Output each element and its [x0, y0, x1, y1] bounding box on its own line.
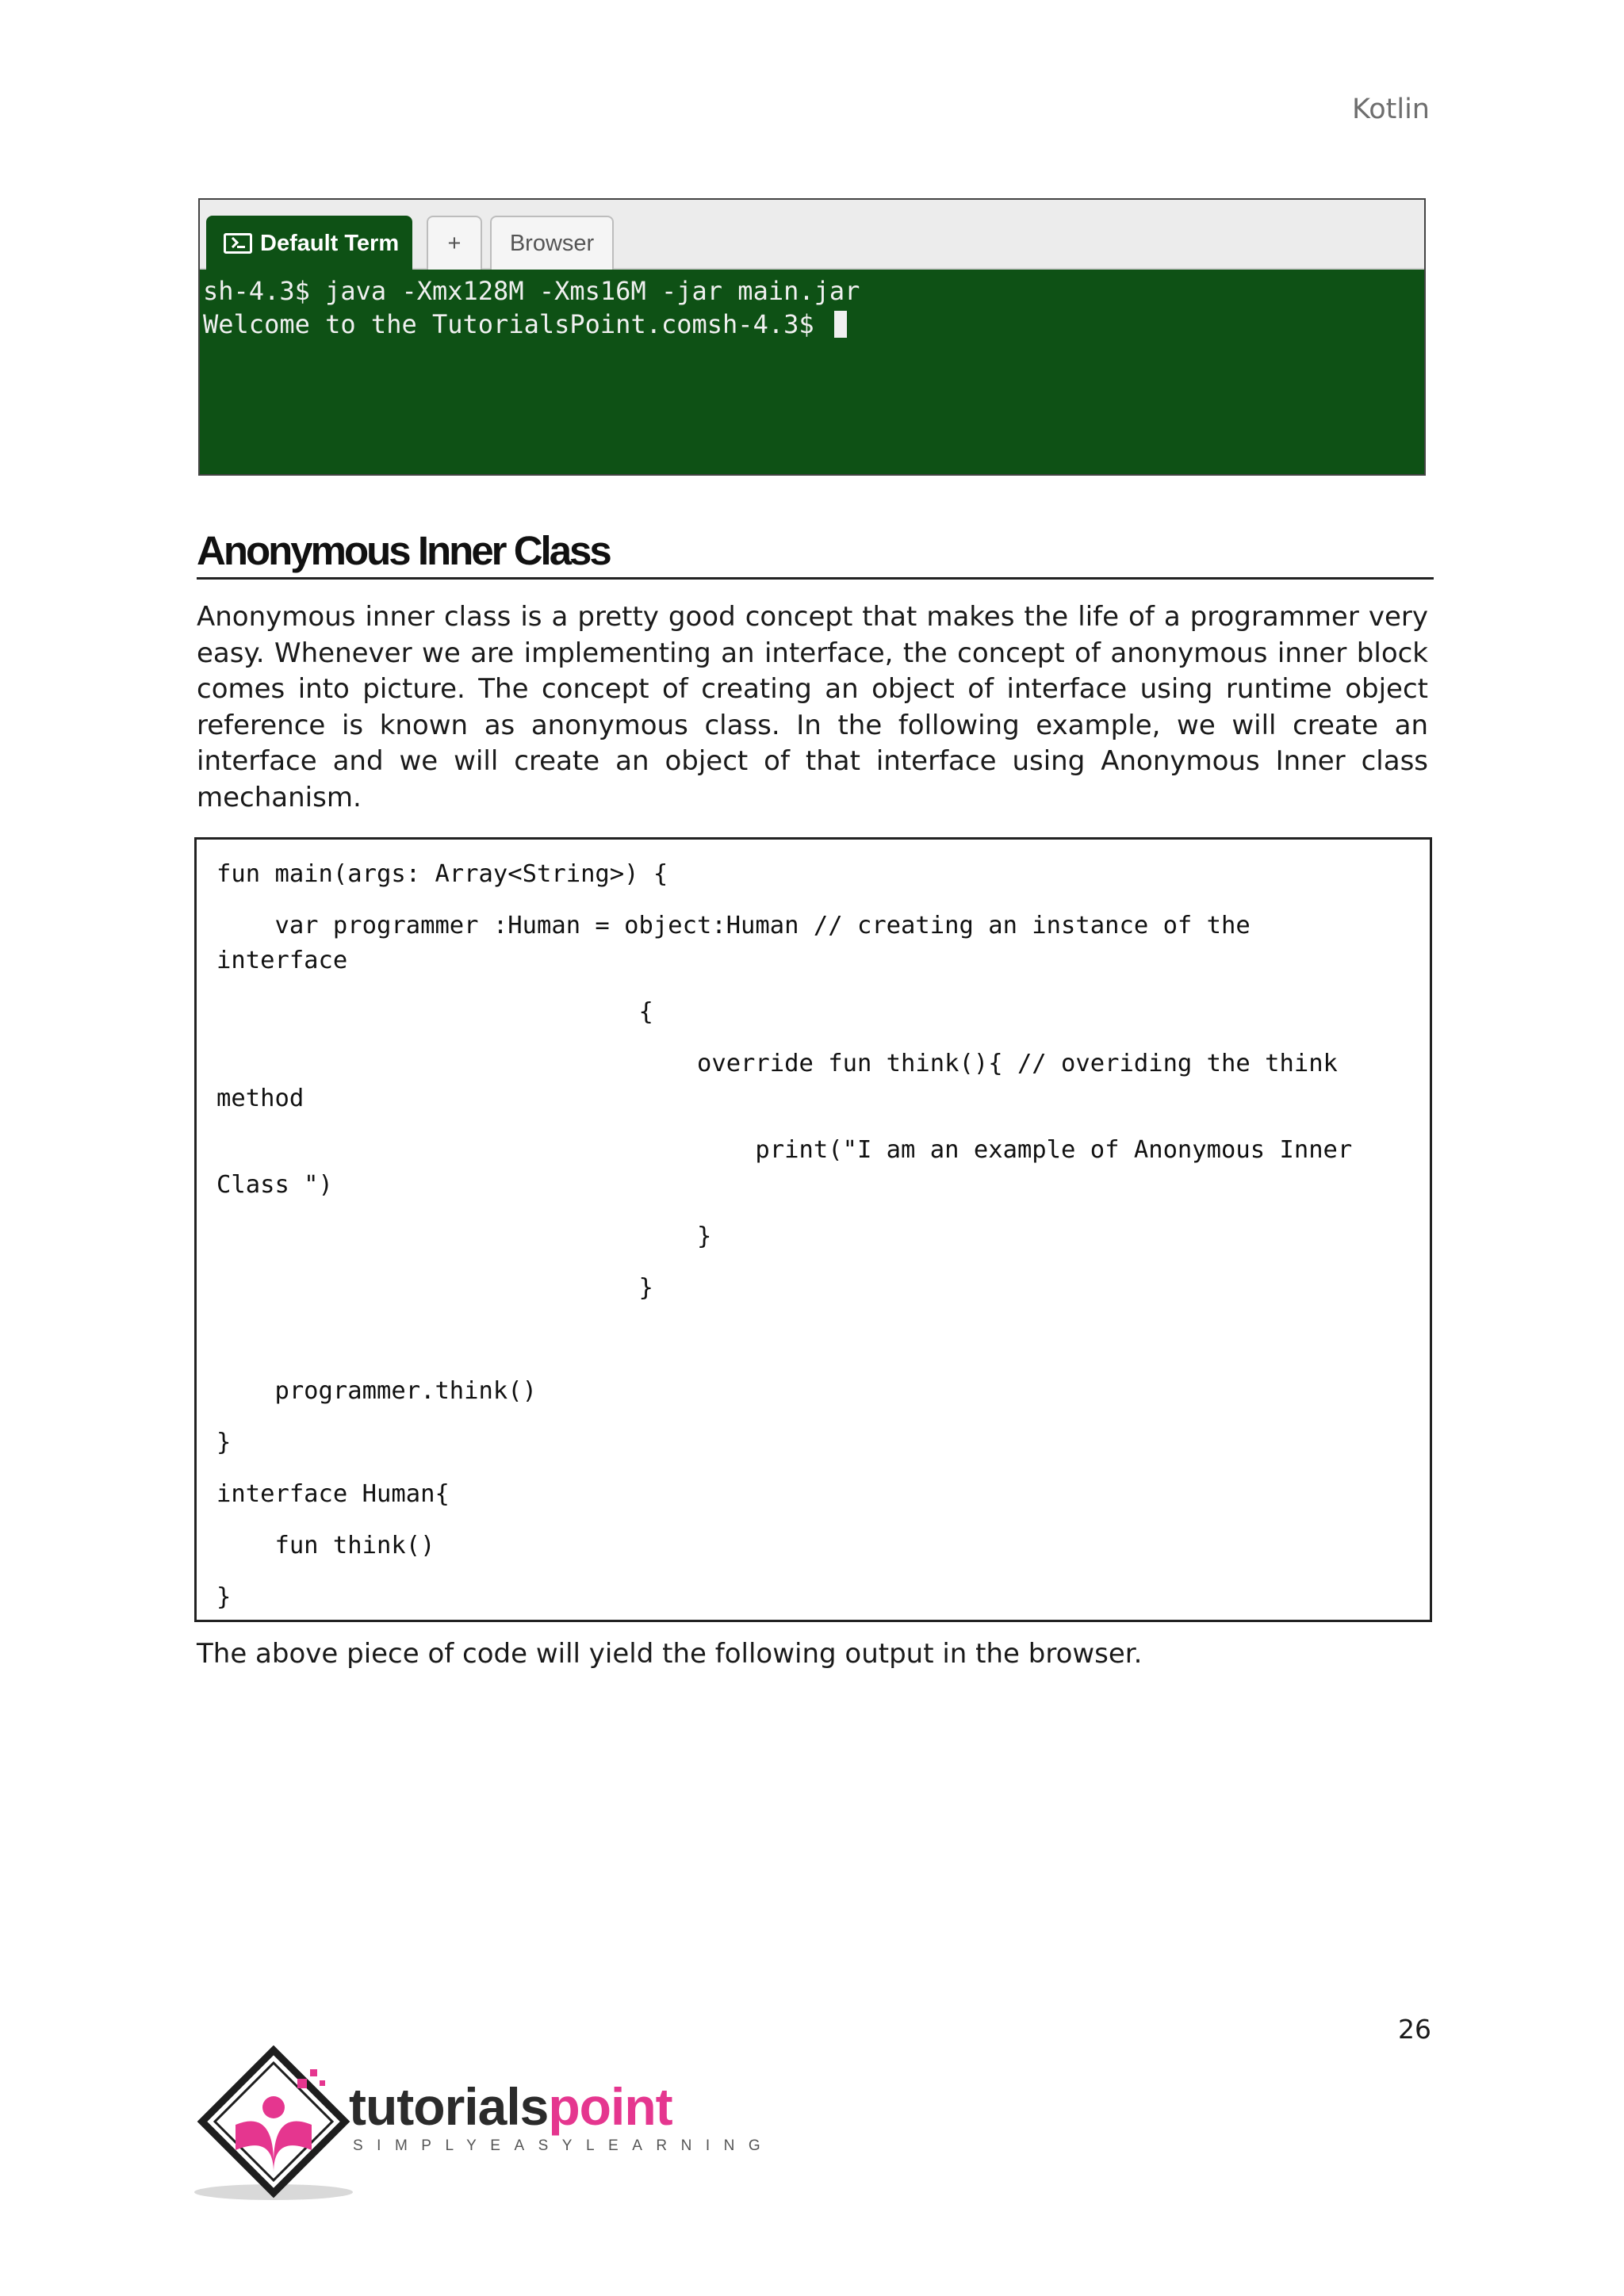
- running-title: Kotlin: [1352, 94, 1430, 125]
- logo-wordmark: [349, 2077, 672, 2136]
- code-line: programmer.think(): [216, 1377, 537, 1405]
- code-block: [194, 837, 1432, 1622]
- code-line-blank: [216, 1322, 1411, 1357]
- terminal-tab-bar: [200, 200, 1424, 270]
- logo-pixel: [297, 2079, 307, 2088]
- code-line: var programmer :Human = object:Human // creating an instance of the interface: [216, 912, 1251, 974]
- terminal-screenshot: [198, 198, 1426, 476]
- terminal-line: sh-4.3$ java -Xmx128M -Xms16M -jar main.jar: [203, 276, 860, 306]
- code-line: override fun think(){ // overiding the think method: [216, 1050, 1338, 1112]
- logo-emblem-icon: [194, 2045, 353, 2204]
- logo-word-point: point: [548, 2077, 672, 2136]
- code-line: }: [216, 1223, 712, 1250]
- logo-pixel: [310, 2069, 317, 2076]
- terminal-cursor: [834, 311, 847, 338]
- tab-default-term-label: Default Term: [260, 230, 400, 256]
- terminal-line: Welcome to the TutorialsPoint.comsh-4.3$: [203, 309, 829, 339]
- code-line: }: [216, 1274, 653, 1302]
- tab-browser[interactable]: Browser: [490, 216, 614, 270]
- intro-paragraph: Anonymous inner class is a pretty good concept that makes the life of a programmer very easy. Whenever we are implementing an interface, the concept of anonymous inner block comes into picture. The concept of creating an object of interface using runtime object reference is known as anonymous class. In the following example, we will create an interface and we will create an object of that interface using Anonymous Inner class mechanism.: [197, 601, 1428, 813]
- code-line: }: [216, 1583, 232, 1611]
- tutorialspoint-logo: [194, 2045, 775, 2204]
- new-tab-button[interactable]: +: [427, 216, 482, 270]
- after-code-text: The above piece of code will yield the following output in the browser.: [197, 1638, 1143, 1670]
- logo-word-tutorials: tutorials: [349, 2077, 549, 2136]
- code-line: fun think(): [216, 1532, 435, 1559]
- tab-default-term[interactable]: [206, 216, 412, 270]
- code-line: print("I am an example of Anonymous Inner Class "): [216, 1136, 1353, 1199]
- logo-pixel: [320, 2080, 325, 2086]
- page-number: 26: [1398, 2014, 1431, 2045]
- code-line: interface Human{: [216, 1480, 450, 1508]
- terminal-output: [200, 270, 1424, 341]
- logo-tagline: SIMPLYEASYLEARNING: [353, 2137, 775, 2154]
- terminal-line-with-cursor: [203, 308, 1424, 341]
- code-line: fun main(args: Array<String>) {: [216, 860, 668, 888]
- logo-head: [262, 2096, 285, 2118]
- code-line: }: [216, 1429, 232, 1456]
- terminal-icon: [224, 233, 252, 254]
- code-line: {: [216, 998, 653, 1026]
- section-heading: Anonymous Inner Class: [197, 527, 1434, 580]
